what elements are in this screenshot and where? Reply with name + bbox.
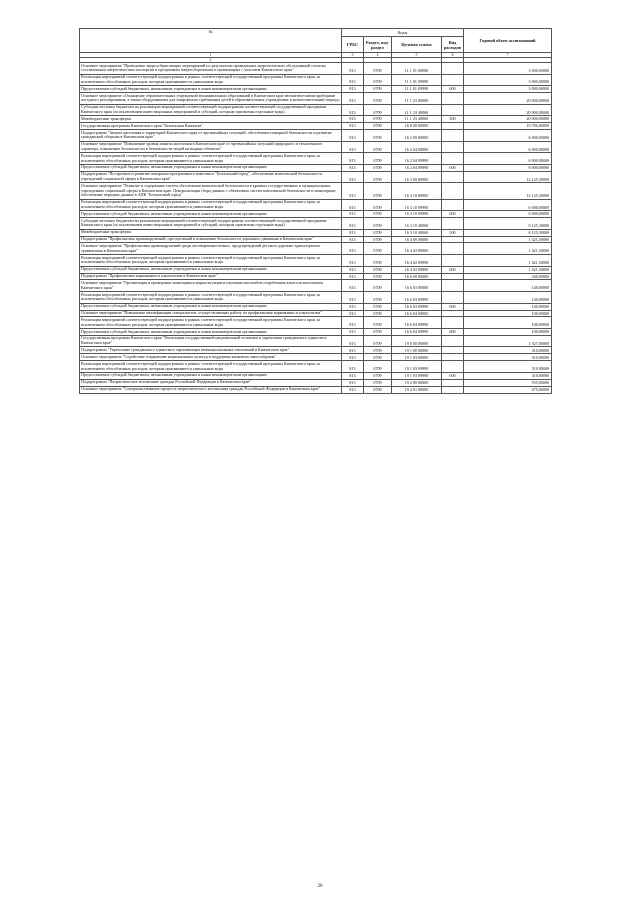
- row-amount-cell: 555,00000: [464, 379, 552, 386]
- row-target-cell: 19 0 00 00000: [392, 335, 442, 347]
- row-expense-type-cell: [442, 347, 464, 354]
- row-amount-cell: 6 000,00000: [464, 199, 552, 211]
- row-grbs-cell: 813: [342, 292, 364, 304]
- row-amount-cell: 310,00000: [464, 347, 552, 354]
- row-expense-type-cell: 600: [442, 266, 464, 273]
- row-expense-type-cell: [442, 354, 464, 361]
- row-amount-cell: 310,00000: [464, 354, 552, 361]
- row-grbs-cell: 813: [342, 329, 364, 336]
- row-grbs-cell: 813: [342, 183, 364, 199]
- row-target-cell: 16 6 04 09990: [392, 329, 442, 336]
- row-amount-cell: 6 125,30000: [464, 218, 552, 230]
- row-section-cell: 0709: [364, 266, 392, 273]
- row-target-cell: 16 2 00 00000: [392, 130, 442, 142]
- row-amount-cell: 3 000,00000: [464, 86, 552, 93]
- row-target-cell: 19 1 03 00000: [392, 354, 442, 361]
- row-section-cell: 0709: [364, 386, 392, 393]
- row-expense-type-cell: [442, 386, 464, 393]
- row-amount-cell: 240,00000: [464, 273, 552, 280]
- row-section-cell: 0709: [364, 116, 392, 123]
- row-name-cell: Реализация мероприятий соответствующей подпрограммы в рамках соответствующей государственной программы Камчатского края, за исключением обособленных расходов, которым присваиваются уникальные коды: [80, 361, 342, 373]
- table-row: [80, 211, 552, 218]
- table-row: [80, 280, 552, 292]
- row-grbs-cell: 813: [342, 229, 364, 236]
- row-section-cell: 0709: [364, 255, 392, 267]
- table-row: [80, 171, 552, 183]
- row-name-cell: Межбюджетные трансферты: [80, 229, 342, 236]
- table-row: [80, 74, 552, 86]
- row-name-cell: Государственная программа Камчатского края "Реализация государственной национальной политики и укрепление гражданского единства в Камчатском крае": [80, 335, 342, 347]
- table-row: [80, 229, 552, 236]
- row-section-cell: 0709: [364, 303, 392, 310]
- row-name-cell: Предоставление субсидий бюджетным, автономным учреждениям и иным некоммерческим организациям: [80, 164, 342, 171]
- table-row: [80, 386, 552, 393]
- row-expense-type-cell: [442, 74, 464, 86]
- row-name-cell: Реализация мероприятий соответствующей подпрограммы в рамках соответствующей государственной программы Камчатского края, за исключением обособленных расходов, которым присваиваются уникальные коды: [80, 292, 342, 304]
- header-grbs: ГРБС: [342, 37, 364, 53]
- row-grbs-cell: 813: [342, 379, 364, 386]
- row-target-cell: 16 6 00 00000: [392, 273, 442, 280]
- row-target-cell: 16 6 04 09990: [392, 317, 442, 329]
- row-expense-type-cell: 500: [442, 116, 464, 123]
- row-amount-cell: 6 000,00000: [464, 211, 552, 218]
- budget-document-page: [79, 28, 551, 394]
- row-expense-type-cell: 600: [442, 372, 464, 379]
- row-expense-type-cell: [442, 123, 464, 130]
- row-target-cell: 16 3 10 09990: [392, 211, 442, 218]
- row-grbs-cell: 813: [342, 280, 364, 292]
- row-target-cell: 11 1 23 40060: [392, 116, 442, 123]
- row-name-cell: Межбюджетные трансферты: [80, 116, 342, 123]
- table-row: [80, 164, 552, 171]
- table-row: [80, 354, 552, 361]
- row-expense-type-cell: [442, 310, 464, 317]
- row-section-cell: 0709: [364, 130, 392, 142]
- row-expense-type-cell: 600: [442, 86, 464, 93]
- row-grbs-cell: 813: [342, 171, 364, 183]
- row-target-cell: 16 2 04 00000: [392, 141, 442, 153]
- row-amount-cell: 6 000,00000: [464, 130, 552, 142]
- row-target-cell: 16 3 10 00000: [392, 183, 442, 199]
- col-number-4: 4: [364, 53, 392, 58]
- row-amount-cell: 1 421,50000: [464, 236, 552, 243]
- table-row: [80, 183, 552, 199]
- row-name-cell: Основное мероприятие «Оснащение образовательных учреждений муниципальных образований в Камчатском крае автоматическими приборами погодного регулирования, а также оборудованием для зонфортного пребывания детей в образовательных учреждениях в межотопительный период»: [81, 92, 340, 103]
- row-name-cell: Основное мероприятие "Профилактика правонарушений среди несовершеннолетних, предупреждений детского дорожно-транспортного травматизма в Камчатском крае": [80, 243, 342, 255]
- row-expense-type-cell: [442, 130, 464, 142]
- row-section-cell: 0709: [364, 74, 392, 86]
- row-section-cell: 0709: [364, 171, 392, 183]
- row-name-cell: Основное мероприятие "Содействие сохранению национальных культур и поддержка языкового многообразия": [80, 354, 342, 361]
- col-number-1: 1: [80, 53, 342, 58]
- table-row: [80, 335, 552, 347]
- row-amount-cell: 475,00000: [464, 386, 552, 393]
- row-target-cell: 16 6 03 00000: [392, 280, 442, 292]
- row-name-cell: Подпрограмма "Укрепление гражданского единства и гармонизация межнациональных отношений в Камчатском крае": [80, 347, 342, 354]
- row-target-cell: 16 4 02 09990: [392, 255, 442, 267]
- row-name-cell: Основное мероприятие "Организация и проведение мониторинга наркоситуации и изучения масштабов потребления алкоголя населением Камчатского края": [80, 280, 342, 292]
- row-amount-cell: 20 000,00000: [464, 104, 552, 116]
- row-section-cell: 0709: [364, 379, 392, 386]
- row-target-cell: 16 3 00 00000: [392, 171, 442, 183]
- col-number-7: 7: [464, 53, 552, 58]
- row-expense-type-cell: 600: [442, 211, 464, 218]
- row-target-cell: 16 4 02 00000: [392, 243, 442, 255]
- row-target-cell: 19 1 03 09990: [392, 361, 442, 373]
- row-section-cell: 0709: [364, 292, 392, 304]
- row-section-cell: 0709: [364, 218, 392, 230]
- row-grbs-cell: 813: [342, 153, 364, 165]
- row-grbs-cell: 813: [342, 211, 364, 218]
- row-amount-cell: 140,00000: [464, 280, 552, 292]
- row-name-cell: Субсидии местным бюджетам на реализацию мероприятий соответствующей подпрограммы соответствующей государственной программы Камчатского края (за исключением инвестиционных мероприятий и субсидий, которым присвоены отдельные коды): [80, 104, 342, 116]
- row-section-cell: 0709: [364, 86, 392, 93]
- row-amount-cell: 140,00000: [464, 303, 552, 310]
- row-grbs-cell: 813: [342, 236, 364, 243]
- row-section-cell: 0709: [364, 273, 392, 280]
- table-row: [80, 329, 552, 336]
- table-row: [80, 372, 552, 379]
- row-name-cell: Подпрограмма "Профилактика наркомании и алкоголизма в Камчатском крае": [80, 273, 342, 280]
- row-amount-cell: 3 000,00000: [464, 74, 552, 86]
- row-grbs-cell: 813: [342, 361, 364, 373]
- row-name-cell: Предоставление субсидий бюджетным, автономным учреждениям и иным некоммерческим организациям: [80, 329, 342, 336]
- row-grbs-cell: 813: [342, 164, 364, 171]
- row-section-cell: 0709: [364, 123, 392, 130]
- row-amount-cell: 100,00000: [464, 310, 552, 317]
- table-row: [80, 347, 552, 354]
- header-number: №: [80, 29, 342, 53]
- row-name-cell: Реализация мероприятий соответствующей подпрограммы в рамках соответствующей государственной программы Камчатского края, за исключением обособленных расходов, которым присваиваются уникальные коды: [80, 199, 342, 211]
- row-expense-type-cell: [442, 218, 464, 230]
- row-expense-type-cell: [442, 153, 464, 165]
- row-expense-type-cell: [442, 273, 464, 280]
- row-amount-cell: 19 786,80000: [464, 123, 552, 130]
- row-name-cell: Предоставление субсидий бюджетным, автономным учреждениям и иным некоммерческим организациям: [80, 211, 342, 218]
- row-section-cell: 0709: [364, 354, 392, 361]
- table-row: [80, 141, 552, 153]
- row-section-cell: 0709: [364, 243, 392, 255]
- row-amount-cell: 1 327,00000: [464, 335, 552, 347]
- row-name-cell: Предоставление субсидий бюджетным, автономным учреждениям и иным некоммерческим организациям: [80, 86, 342, 93]
- row-expense-type-cell: 600: [442, 303, 464, 310]
- budget-allocation-table: [79, 28, 552, 394]
- table-row: [80, 303, 552, 310]
- row-section-cell: 0709: [364, 347, 392, 354]
- row-name-cell: Основное мероприятие "Совершенствование процесса патриотического воспитания граждан Российской Федерации в Камчатском крае": [80, 386, 342, 393]
- row-amount-cell: 310,00000: [464, 372, 552, 379]
- row-target-cell: 11 1 01 00000: [392, 63, 442, 75]
- row-grbs-cell: 813: [342, 104, 364, 116]
- row-section-cell: 0709: [364, 63, 392, 75]
- row-target-cell: 16 6 04 00000: [392, 310, 442, 317]
- row-expense-type-cell: [442, 243, 464, 255]
- header-section: Раздел, под-раздел: [364, 37, 392, 53]
- row-grbs-cell: 813: [342, 199, 364, 211]
- table-row: [80, 130, 552, 142]
- table-row: [80, 273, 552, 280]
- row-target-cell: 16 0 00 00000: [392, 123, 442, 130]
- row-target-cell: 19 1 03 09990: [392, 372, 442, 379]
- row-target-cell: 16 2 04 09990: [392, 153, 442, 165]
- row-amount-cell: 6 000,00000: [464, 153, 552, 165]
- row-grbs-cell: 813: [342, 218, 364, 230]
- row-section-cell: 0709: [364, 153, 392, 165]
- table-row: [80, 104, 552, 116]
- row-grbs-cell: 813: [342, 372, 364, 379]
- row-name-cell: Предоставление субсидий бюджетным, автономным учреждениям и иным некоммерческим организациям: [80, 266, 342, 273]
- row-section-cell: 0709: [364, 164, 392, 171]
- row-expense-type-cell: 500: [442, 229, 464, 236]
- row-name-cell: Реализация мероприятий соответствующей подпрограммы в рамках соответствующей государственной программы Камчатского края, за исключением обособленных расходов, которым присваиваются уникальные коды: [80, 74, 342, 86]
- header-target-article: Целевая статья: [392, 37, 442, 53]
- row-amount-cell: 140,00000: [464, 292, 552, 304]
- row-expense-type-cell: [442, 317, 464, 329]
- row-target-cell: 19 2 01 00000: [392, 386, 442, 393]
- row-target-cell: 16 2 04 09990: [392, 164, 442, 171]
- row-section-cell: 0709: [364, 93, 392, 105]
- row-target-cell: 16 3 10 40060: [392, 218, 442, 230]
- row-name-cell: Реализация мероприятий соответствующей подпрограммы в рамках соответствующей государственной программы Камчатского края, за исключением обособленных расходов, которым присваиваются уникальные коды: [80, 317, 342, 329]
- row-name-cell: Подпрограмма "Профилактика правонарушений, преступлений и повышение безопасности дорожного движения в Камчатском крае": [80, 236, 342, 243]
- table-row: [80, 266, 552, 273]
- row-grbs-cell: 813: [342, 243, 364, 255]
- row-name-cell: Основное мероприятие "Повышение квалификации специалистов, осуществляющих работу по профилактике наркомании и алкоголизма": [80, 310, 342, 317]
- row-name-cell: Подпрограмма "Защита населения и территорий Камчатского края от чрезвычайных ситуаций, обеспечение пожарной безопасности и развитие гражданской обороны в Камчатском крае": [80, 130, 342, 142]
- table-row: [80, 379, 552, 386]
- row-name-cell: Реализация мероприятий соответствующей подпрограммы в рамках соответствующей государственной программы Камчатского края, за исключением обособленных расходов, которым присваиваются уникальные коды: [80, 153, 342, 165]
- row-amount-cell: 3 000,00000: [464, 63, 552, 75]
- table-row: [80, 243, 552, 255]
- row-section-cell: 0709: [364, 317, 392, 329]
- row-section-cell: 0709: [364, 310, 392, 317]
- row-expense-type-cell: [442, 255, 464, 267]
- row-amount-cell: 6 000,00000: [464, 164, 552, 171]
- row-amount-cell: 1 421,50000: [464, 243, 552, 255]
- row-grbs-cell: 813: [342, 347, 364, 354]
- row-target-cell: 11 1 01 09990: [392, 86, 442, 93]
- row-section-cell: 0709: [364, 329, 392, 336]
- row-grbs-cell: 813: [342, 317, 364, 329]
- row-expense-type-cell: [442, 183, 464, 199]
- row-amount-cell: 310,00000: [464, 361, 552, 373]
- row-grbs-cell: 813: [342, 303, 364, 310]
- row-expense-type-cell: [442, 199, 464, 211]
- row-target-cell: 11 1 01 09990: [392, 74, 442, 86]
- row-grbs-cell: 813: [342, 310, 364, 317]
- row-name-cell: Подпрограмма "Патриотическое воспитание граждан Российской Федерации в Камчатском крае": [80, 379, 342, 386]
- row-grbs-cell: 813: [342, 86, 364, 93]
- row-grbs-cell: 813: [342, 386, 364, 393]
- row-target-cell: 19 2 00 00000: [392, 379, 442, 386]
- row-expense-type-cell: [442, 361, 464, 373]
- row-amount-cell: 12 125,30000: [464, 171, 552, 183]
- row-grbs-cell: 813: [342, 354, 364, 361]
- row-section-cell: 0709: [364, 183, 392, 199]
- row-grbs-cell: 813: [342, 130, 364, 142]
- row-name-cell: Государственная программа Камчатского края "Безопасная Камчатка": [80, 123, 342, 130]
- row-section-cell: 0709: [364, 361, 392, 373]
- row-grbs-cell: 813: [342, 255, 364, 267]
- row-amount-cell: 6 000,00000: [464, 141, 552, 153]
- row-grbs-cell: 813: [342, 335, 364, 347]
- header-codes-group: Коды: [342, 29, 464, 37]
- row-target-cell: 16 6 03 09990: [392, 303, 442, 310]
- row-target-cell: 16 3 10 40060: [392, 229, 442, 236]
- row-grbs-cell: 813: [342, 74, 364, 86]
- table-row: [80, 116, 552, 123]
- col-number-5: 5: [392, 53, 442, 58]
- row-grbs-cell: 813: [342, 266, 364, 273]
- table-row: [80, 93, 552, 105]
- row-grbs-cell: 813: [342, 93, 364, 105]
- row-amount-cell: 12 125,30000: [464, 183, 552, 199]
- row-name-cell: Подпрограмма "Построение и развитие аппаратно-программного комплекса "Безопасный город", обеспечение комплексной безопасности учреждений социальной сферы в Камчатском крае": [80, 171, 342, 183]
- row-expense-type-cell: [442, 236, 464, 243]
- row-grbs-cell: 813: [342, 273, 364, 280]
- row-grbs-cell: 813: [342, 141, 364, 153]
- row-expense-type-cell: [442, 141, 464, 153]
- page-number: 20: [317, 884, 323, 889]
- row-grbs-cell: 813: [342, 123, 364, 130]
- row-target-cell: 11 1 23 00000: [392, 93, 442, 105]
- row-expense-type-cell: [442, 93, 464, 105]
- row-name-cell: Основное мероприятие "Повышение уровня защиты населения в Камчатском крае от чрезвычайных ситуаций природного и техногенного характера, повышение безопасности в безопасности людей на водных объектах": [80, 141, 342, 153]
- col-number-3: 3: [342, 53, 364, 58]
- table-row: [80, 123, 552, 130]
- table-body: [80, 63, 552, 394]
- row-amount-cell: 1 421,50000: [464, 255, 552, 267]
- row-target-cell: 16 4 02 09990: [392, 266, 442, 273]
- header-expense-type: Вид расходов: [442, 37, 464, 53]
- row-section-cell: 0709: [364, 141, 392, 153]
- row-expense-type-cell: [442, 335, 464, 347]
- table-row: [80, 153, 552, 165]
- row-name-cell: Основное мероприятие "Развитие и содержание систем обеспечения комплексной безопасности в краевых государственных и муниципальных учреждениях социальной сферы в Камчатском крае. Централизация сбора данных с объектовых систем комплексной безопасности и мониторинг, обеспечение передачи данных в АПК "Безопасный город": [80, 183, 342, 199]
- table-row: [80, 310, 552, 317]
- row-target-cell: 16 3 10 09990: [392, 199, 442, 211]
- row-name-cell: Предоставление субсидий бюджетным, автономным учреждениям и иным некоммерческим организациям: [80, 372, 342, 379]
- table-row: [80, 361, 552, 373]
- row-expense-type-cell: [442, 63, 464, 75]
- table-row: [80, 255, 552, 267]
- row-section-cell: 0709: [364, 280, 392, 292]
- row-amount-cell: 1 421,50000: [464, 266, 552, 273]
- row-target-cell: 19 1 00 00000: [392, 347, 442, 354]
- row-section-cell: 0709: [364, 229, 392, 236]
- row-section-cell: 0709: [364, 104, 392, 116]
- header-annual-amount: Годовой объем ассигнований: [464, 29, 552, 53]
- row-amount-cell: 100,00000: [464, 317, 552, 329]
- row-section-cell: 0709: [364, 211, 392, 218]
- row-section-cell: 0709: [364, 199, 392, 211]
- row-expense-type-cell: [442, 379, 464, 386]
- table-row: [80, 236, 552, 243]
- row-expense-type-cell: 600: [442, 164, 464, 171]
- row-amount-cell: 20 000,00000: [464, 116, 552, 123]
- row-name-cell: Основное мероприятие "Проведение энергосберегающих мероприятий по результатам проведенных энергетических обследований согласно составленным энергетическим паспортам и программам энергосбережения в организациях с участием Камчатского края": [80, 63, 342, 75]
- table-row: [80, 86, 552, 93]
- col-number-2: 2: [80, 58, 342, 63]
- row-section-cell: 0709: [364, 335, 392, 347]
- row-expense-type-cell: [442, 292, 464, 304]
- row-name-cell: Субсидии местным бюджетам на реализацию мероприятий соответствующей подпрограммы соответствующей государственной программы Камчатского края (за исключением инвестиционных мероприятий и субсидий, которым присвоены отдельные коды): [80, 218, 342, 230]
- row-expense-type-cell: [442, 104, 464, 116]
- row-expense-type-cell: 600: [442, 329, 464, 336]
- table-row: [80, 292, 552, 304]
- row-grbs-cell: 813: [342, 116, 364, 123]
- col-number-6: 6: [442, 53, 464, 58]
- row-amount-cell: 20 000,00000: [464, 93, 552, 105]
- row-target-cell: 16 4 00 00000: [392, 236, 442, 243]
- row-name-cell: Предоставление субсидий бюджетным, автономным учреждениям и иным некоммерческим организациям: [80, 303, 342, 310]
- row-expense-type-cell: [442, 280, 464, 292]
- row-section-cell: 0709: [364, 236, 392, 243]
- row-grbs-cell: 813: [342, 63, 364, 75]
- row-target-cell: 16 6 03 09990: [392, 292, 442, 304]
- row-amount-cell: 100,00000: [464, 329, 552, 336]
- table-row: [80, 63, 552, 75]
- table-row: [80, 199, 552, 211]
- table-row: [80, 218, 552, 230]
- row-section-cell: 0709: [364, 372, 392, 379]
- row-target-cell: 11 1 23 40060: [392, 104, 442, 116]
- row-name-cell: Реализация мероприятий соответствующей подпрограммы в рамках соответствующей государственной программы Камчатского края, за исключением обособленных расходов, которым присваиваются уникальные коды: [80, 255, 342, 267]
- row-amount-cell: 6 125,30000: [464, 229, 552, 236]
- table-row: [80, 317, 552, 329]
- row-expense-type-cell: [442, 171, 464, 183]
